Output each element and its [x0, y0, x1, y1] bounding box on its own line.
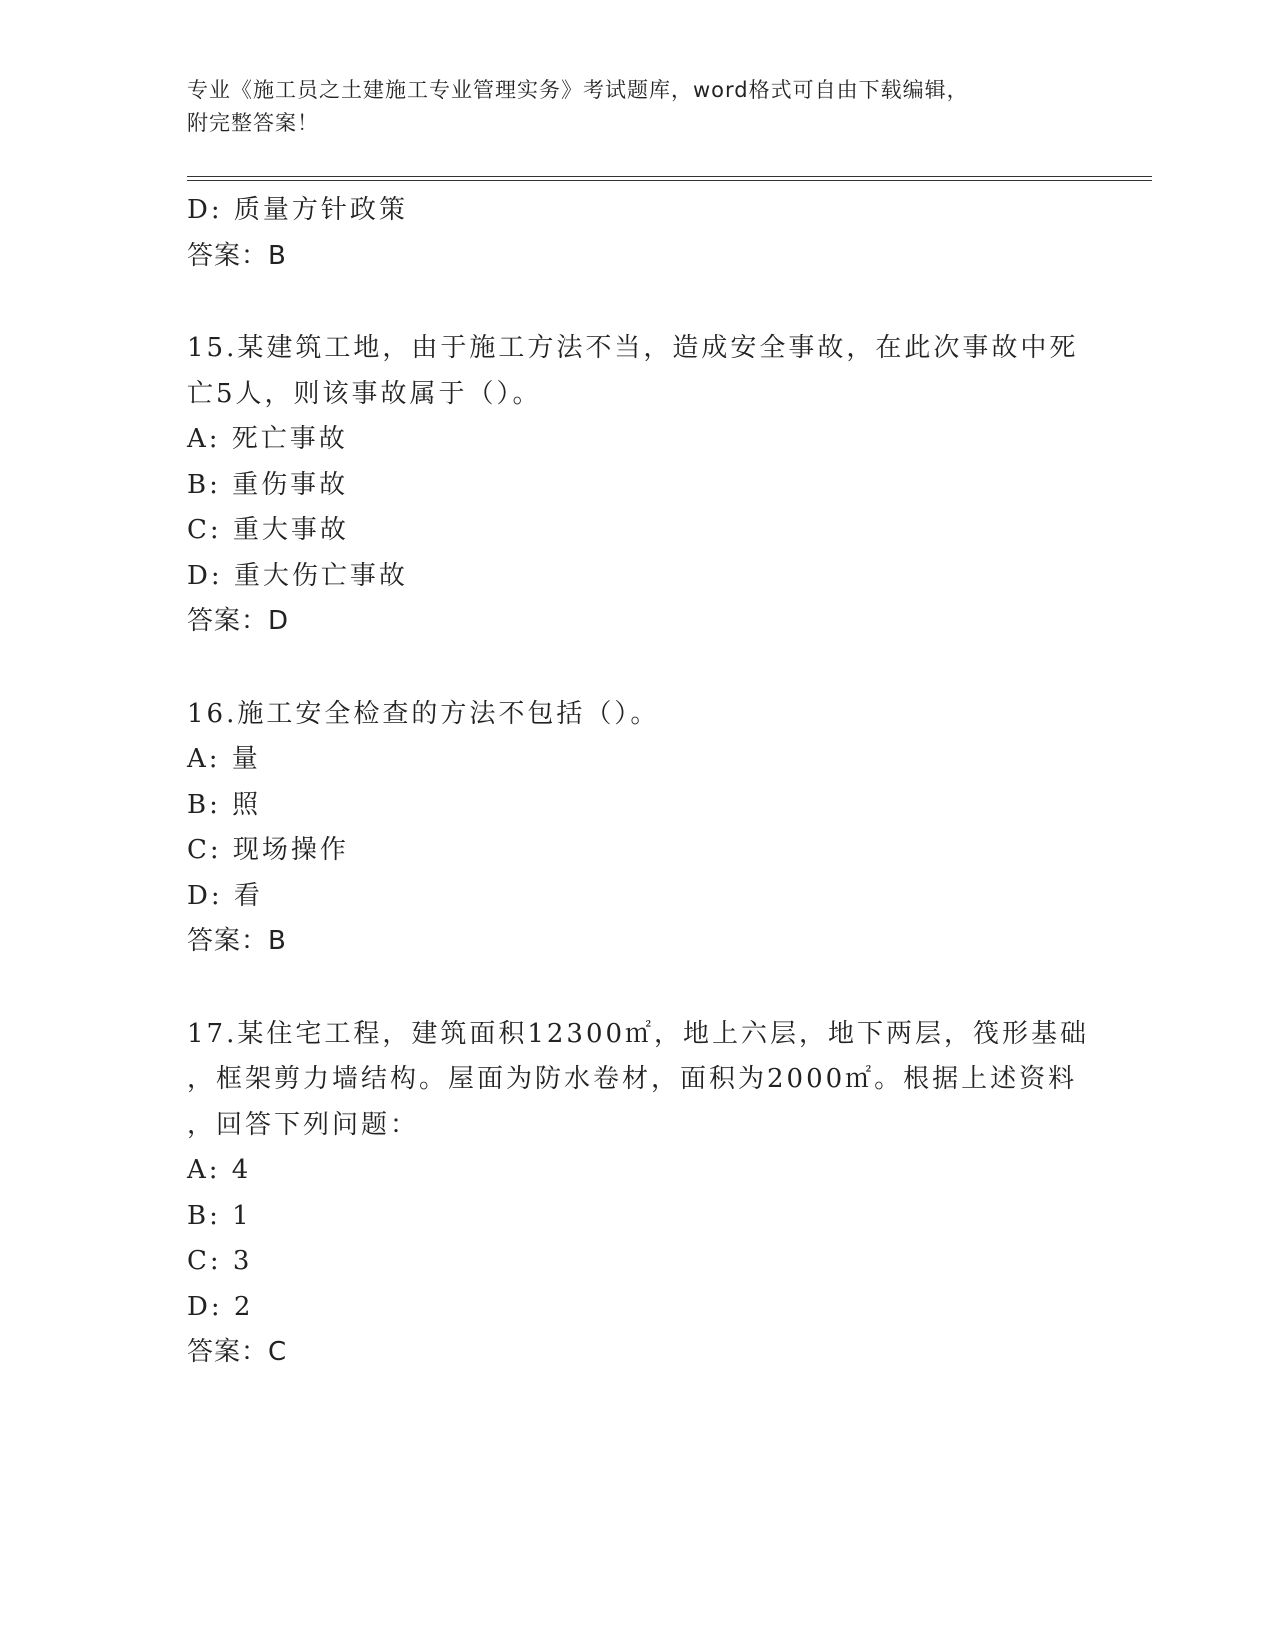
page-header — [187, 74, 1067, 140]
question-16-stem-line-1: 16.施工安全检查的方法不包括（）。 — [187, 698, 660, 729]
prev-question-answer: 答案：B — [187, 240, 287, 271]
question-17-stem-line-1: 17.某住宅工程，建筑面积12300㎡，地上六层，地下两层，筏形基础 — [187, 1018, 1090, 1049]
question-17-answer: 答案：C — [187, 1337, 288, 1367]
question-15 — [187, 326, 1087, 645]
question-15-option-a: A: 死亡事故 — [187, 424, 348, 454]
question-15-stem-line-1: 15.某建筑工地，由于施工方法不当，造成安全事故，在此次事故中死 — [187, 333, 1079, 363]
question-15-answer: 答案：D — [187, 606, 290, 636]
question-16 — [187, 692, 1087, 965]
question-17-option-a: A: 4 — [187, 1155, 252, 1185]
header-line-2: 附完整答案！ — [187, 111, 319, 135]
question-17-option-b: B: 1 — [187, 1200, 252, 1231]
question-16-option-b: B: 照 — [187, 789, 262, 820]
question-16-answer: 答案：B — [187, 926, 287, 956]
question-17-stem-line-3: ，回答下列问题： — [187, 1109, 420, 1140]
header-line-1: 专业《施工员之土建施工专业管理实务》考试题库，word格式可自由下载编辑， — [187, 78, 969, 102]
question-16-option-c: C: 现场操作 — [187, 835, 349, 865]
question-content — [187, 188, 1090, 1376]
question-17-stem-line-2: ，框架剪力墙结构。屋面为防水卷材，面积为2000㎡。根据上述资料 — [187, 1064, 1078, 1094]
question-17-option-c: C: 3 — [187, 1246, 253, 1276]
question-15-option-c: C: 重大事故 — [187, 515, 349, 545]
header-divider — [187, 176, 1152, 181]
question-15-option-b: B: 重伤事故 — [187, 469, 349, 500]
question-17-option-d: D: 2 — [187, 1291, 254, 1322]
question-16-option-a: A: 量 — [187, 744, 261, 774]
prev-question-option-d: D: 质量方针政策 — [187, 195, 408, 225]
question-15-option-d: D: 重大伤亡事故 — [187, 560, 408, 591]
question-16-option-d: D: 看 — [187, 880, 263, 911]
question-17 — [187, 1012, 1090, 1376]
question-15-stem-line-2: 亡5人，则该事故属于（）。 — [187, 378, 542, 409]
